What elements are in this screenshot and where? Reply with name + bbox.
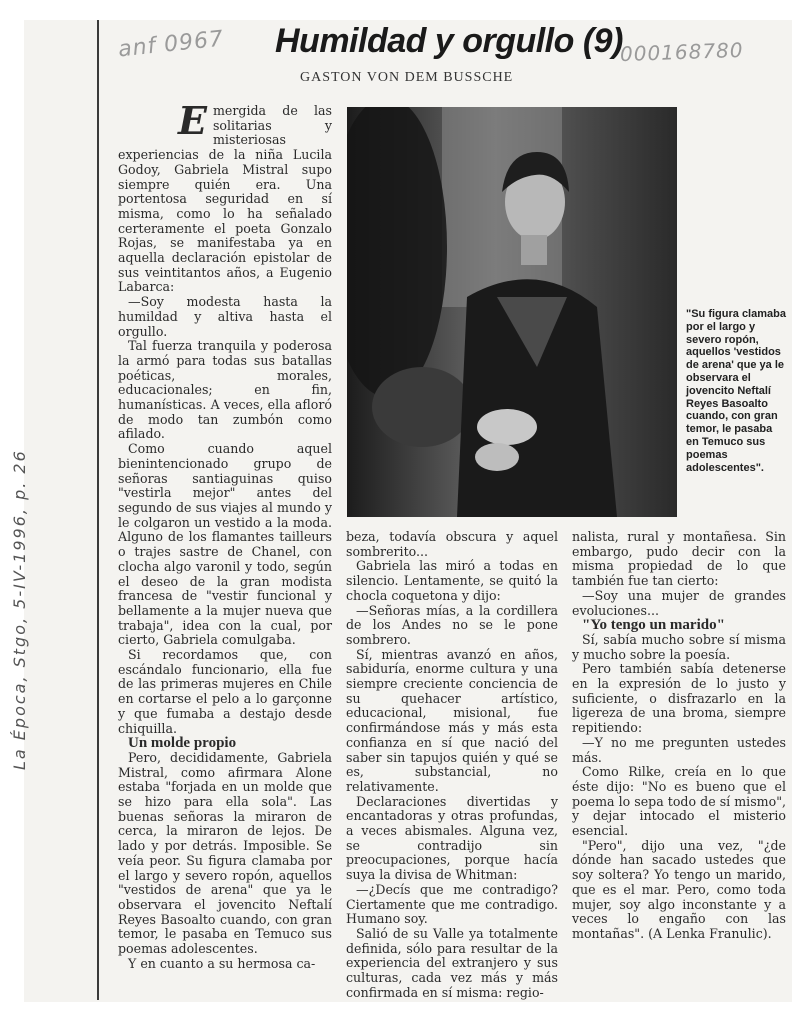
portrait-photo xyxy=(347,107,677,517)
paragraph: Sí, mientras avanzó en años, sabiduría, enorme cultura y una siempre creciente conciencia de su quehacer artístico, educacional, misional, fue confirmándose más y más esta confianza en sí que nació del saber sin tapujos quién y qué se es, substancial, no relativamente. xyxy=(346,646,558,794)
paragraph: Declaraciones divertidas y encantadoras y otras profundas, a veces abismales. Alguna vez, se contradijo sin preocupaciones, porque hacía suya la divisa de Whitman: xyxy=(346,793,558,883)
paragraph: Si recordamos que, con escándalo funcionario, ella fue de las primeras mujeres en Chile en cortarse el pelo a lo garçonne y que fumaba a destajo desde chiquilla. xyxy=(118,647,332,736)
paragraph: —Señoras mías, a la cordillera de los Andes no se le pone sombrero. xyxy=(346,602,558,647)
paragraph: Y en cuanto a su hermosa ca- xyxy=(128,955,316,971)
archive-code-handwritten: anf 0967 xyxy=(116,26,226,63)
drop-cap: E xyxy=(178,98,207,143)
section-heading: Un molde propio xyxy=(128,735,237,752)
margin-rule xyxy=(97,20,99,1000)
paragraph: "Pero", dijo una vez, "¿de dónde han sacado ustedes que soy soltera? Yo tengo un marido, que es el mar. Pero, como toda mujer, soy algo inconstante y a veces lo engaño con las montañas". (A Lenka Franulic). xyxy=(572,837,786,941)
paragraph: Tal fuerza tranquila y poderosa la armó para todas sus batallas poéticas, morales, educacionales; en fin, humanísticas. A veces, ella afloró de modo tan zumbón como afilado. xyxy=(118,338,332,442)
paragraph: Sí, sabía mucho sobre sí misma y mucho sobre la poesía. xyxy=(572,631,786,662)
article-column-1 xyxy=(118,98,332,971)
paragraph: nalista, rural y montañesa. Sin embargo, pudo decir con la misma propiedad de lo que también fue tan cierto: xyxy=(572,529,786,589)
paragraph: —Soy modesta hasta la humildad y altiva hasta el orgullo. xyxy=(118,294,332,339)
article-column-3 xyxy=(572,530,786,942)
section-heading: "Yo tengo un marido" xyxy=(582,617,725,634)
paragraph: Como Rilke, creía en lo que éste dijo: "No es bueno que el poema lo sepa todo de sí mismo", y dejar intocado el misterio esencial. xyxy=(572,764,786,839)
photo-caption: "Su figura clamaba por el largo y severo ropón, aquellos 'vestidos de arena' que ya le observara el jovencito Neftalí Reyes Basoalto cuando, con gran temor, le pasaba en Temuco sus poemas adolescentes". xyxy=(686,308,786,474)
catalog-number-handwritten: 000168780 xyxy=(619,37,744,67)
paragraph: Gabriela las miró a todas en silencio. Lentamente, se quitó la chocla coquetona y dijo: xyxy=(346,558,558,603)
paragraph: Pero, decididamente, Gabriela Mistral, como afirmara Alone estaba "forjada en un molde que se hizo para ella sola". Las buenas señoras la miraron de cerca, la miraron de lejos. De lado y por detrás. Imposible. Se veía peor. Su figura clamaba por el largo y severo ropón, aquellos "vestidos de arena" que ya le observara el jovencito Neftalí Reyes Basoalto cuando, con gran temor, le pasaba en Temuco sus poemas adolescentes. xyxy=(118,749,332,957)
portrait-illustration xyxy=(347,107,677,517)
article-byline: GASTON VON DEM BUSSCHE xyxy=(300,70,514,85)
paragraph: Como cuando aquel bienintencionado grupo de señoras santiaguinas quiso "vestirla mejor" antes del segundo de sus viajes al mundo y le colgaron un vestido a la moda. Alguno de los flamantes tailleurs o trajes sastre de Chanel, con clocha algo varonil y todo, según el deseo de la gran modista francesa de "vestir funcional y bellamente a la mujer nueva que trabaja", idea con la cual, por cierto, Gabriela comulgaba. xyxy=(118,441,332,648)
article-title: Humildad y orgullo (9) xyxy=(275,22,623,60)
margin-source-note: La Época, Stgo, 5-IV-1996, p. 26 xyxy=(10,449,29,770)
paragraph: —Y no me pregunten ustedes más. xyxy=(572,734,786,765)
paragraph: —¿Decís que me contradigo? Ciertamente que me contradigo. Humano soy. xyxy=(346,881,558,927)
paragraph: Emergida de las solitarias y misteriosas experiencias de la niña Lucila Godoy, Gabriela Mistral supo siempre quién era. Una portentosa seguridad en sí misma, como lo ha señalado certeramente el poeta Gonzalo Rojas, se manifestaba ya en aquella declaración epistolar de sus veintitantos años, a Eugenio Labarca: xyxy=(118,98,332,295)
paragraph: Pero también sabía detenerse en la expresión de lo justo y suficiente, o disfrazarlo en la ligereza de una broma, siempre repitiendo: xyxy=(572,661,786,736)
paragraph: Salió de su Valle ya totalmente definida, sólo para resultar de la experiencia del extranjero y sus culturas, cada vez más y más confirmada en sí misma: regio- xyxy=(346,925,558,1000)
paragraph: —Soy una mujer de grandes evoluciones... xyxy=(572,587,786,618)
paragraph: beza, todavía obscura y aquel sombrerito... xyxy=(346,529,558,559)
article-column-2 xyxy=(346,530,558,1001)
